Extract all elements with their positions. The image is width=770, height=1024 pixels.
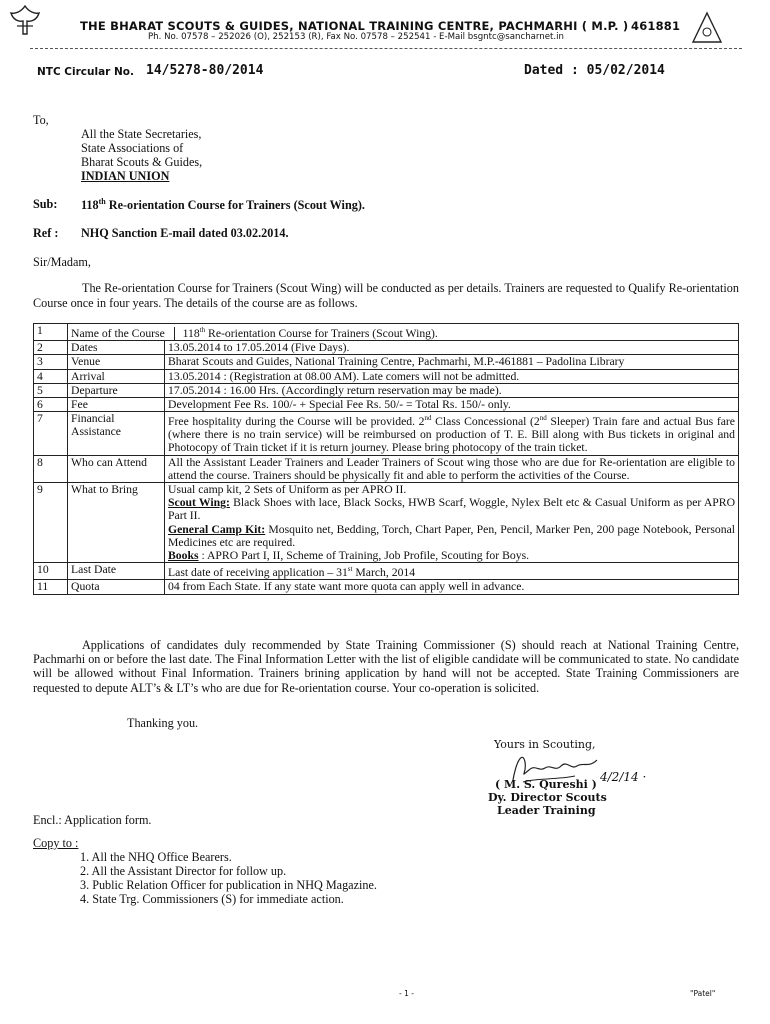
header-title: THE BHARAT SCOUTS & GUIDES, NATIONAL TRAINING CENTRE, PACHMARHI ( M.P. ) [80, 19, 629, 33]
header-pin: 461881 [631, 19, 681, 33]
bring-scout-wing: Scout Wing: Black Shoes with lace, Black Socks, HWB Scarf, Woggle, Nylex Belt etc & Casual Uniform as per APRO Part II. [168, 496, 736, 523]
reference-text: NHQ Sanction E-mail dated 03.02.2014. [81, 226, 289, 240]
signature-handwritten-date: 4/2/14 · [600, 770, 647, 784]
list-item: 2. All the Assistant Director for follow up. [80, 864, 287, 878]
table-row [34, 455, 739, 482]
row-field: Dates [68, 341, 165, 355]
table-row [34, 580, 739, 594]
row-number: 10 [34, 563, 68, 580]
row-field: Arrival [68, 369, 165, 383]
copy-to-list [80, 850, 377, 906]
table-row [34, 341, 739, 355]
table-row [34, 412, 739, 456]
list-item: 4. State Trg. Commissioners (S) for immediate action. [80, 892, 344, 906]
row-number: 8 [34, 455, 68, 482]
circular-date: Dated : 05/02/2014 [524, 63, 665, 78]
footer-tag: "Patel" [690, 989, 716, 998]
thanks: Thanking you. [127, 716, 199, 730]
row-value: Free hospitality during the Course will be provided. 2nd Class Concessional (2nd Sleeper) Train fare and actual Bus fare (where there is no train service) will be reimbursed on production of T. E. Bill along with Bus tickets in original and Photocopy of Train ticket if it is return journey. Please bring photocopy of the train ticket. [165, 412, 739, 456]
row-number: 1 [34, 324, 68, 341]
row-number: 11 [34, 580, 68, 594]
table-row [34, 563, 739, 580]
course-details-table [33, 323, 739, 595]
row-field: Departure [68, 383, 165, 397]
signature-yours: Yours in Scouting, [494, 738, 596, 751]
row-value: Development Fee Rs. 100/- + Special Fee Rs. 50/- = Total Rs. 150/- only. [165, 397, 739, 411]
address-line: All the State Secretaries, [81, 127, 202, 141]
reference-label: Ref : [33, 226, 59, 240]
row-field: Venue [68, 355, 165, 369]
row-field: Who can Attend [68, 455, 165, 482]
enclosure: Encl.: Application form. [33, 813, 152, 827]
row-field: What to Bring [68, 483, 165, 563]
table-row [34, 383, 739, 397]
bring-camp-kit: Usual camp kit, 2 Sets of Uniform as per APRO II. [168, 483, 407, 497]
table-row [34, 324, 739, 341]
salutation: Sir/Madam, [33, 255, 91, 269]
subject-label: Sub: [33, 197, 58, 211]
row-value: 17.05.2014 : 16.00 Hrs. (Accordingly return reservation may be made). [165, 383, 739, 397]
bring-general-camp-kit: General Camp Kit: Mosquito net, Bedding, Torch, Chart Paper, Pen, Pencil, Marker Pen, 200 page Notebook, Personal Medicines etc are required. [168, 522, 735, 549]
row-value: 04 from Each State. If any state want more quota can apply well in advance. [165, 580, 739, 594]
table-row [34, 355, 739, 369]
row-value: Last date of receiving application – 31st March, 2014 [165, 563, 739, 580]
list-item: 1. All the NHQ Office Bearers. [80, 850, 232, 864]
scouts-emblem-left [5, 4, 45, 38]
row-field: Last Date [68, 563, 165, 580]
signature-name: ( M. S. Qureshi ) [495, 778, 597, 791]
address-line: INDIAN UNION [81, 169, 170, 183]
circular-number: 14/5278-80/2014 [146, 63, 264, 78]
guides-emblem-right [690, 10, 724, 46]
row-value: 13.05.2014 : (Registration at 08.00 AM). Late comers will not be admitted. [165, 369, 739, 383]
row-number: 2 [34, 341, 68, 355]
address-to: To, [33, 113, 49, 127]
bring-books: Books : APRO Part I, II, Scheme of Training, Job Profile, Scouting for Boys. [168, 549, 530, 563]
row-field-and-value: Name of the Course 118th Re-orientation Course for Trainers (Scout Wing). [68, 324, 739, 341]
table-row [34, 483, 739, 563]
row-value: All the Assistant Leader Trainers and Leader Trainers of Scout wing those who are due for Re-orientation are eligible to attend the course. Trainers should be physically fit and able to perform the activities of the Course. [165, 455, 739, 482]
row-field: Fee [68, 397, 165, 411]
table-row [34, 397, 739, 411]
row-field: Quota [68, 580, 165, 594]
signature-designation: Dy. Director Scouts Leader Training [488, 791, 607, 817]
row-number: 7 [34, 412, 68, 456]
row-value: 13.05.2014 to 17.05.2014 (Five Days). [165, 341, 739, 355]
row-number: 4 [34, 369, 68, 383]
page-number: - 1 - [399, 989, 414, 998]
address-block [81, 127, 202, 183]
address-line: State Associations of [81, 141, 184, 155]
row-field: Financial Assistance [68, 412, 165, 456]
row-number: 6 [34, 397, 68, 411]
row-value: Bharat Scouts and Guides, National Training Centre, Pachmarhi, M.P.-461881 – Padolina Library [165, 355, 739, 369]
list-item: 3. Public Relation Officer for publication in NHQ Magazine. [80, 878, 377, 892]
closing-paragraph: Applications of candidates duly recommended by State Training Commissioner (S) should reach at National Training Centre, Pachmarhi on or before the last date. The Final Information Letter with the list of eligible candidate will be communicated to state. No candidate will be allowed without Final Information. Trainers brining application by hand will not be accepted. State Training Commissioners are requested to depute ALT’s & LT’s who are due for Re-orientation course. Your co-operation is solicited. [33, 638, 739, 695]
circular-label: NTC Circular No. [37, 66, 135, 78]
row-value [165, 483, 739, 563]
row-number: 3 [34, 355, 68, 369]
copy-to-label: Copy to : [33, 836, 79, 850]
subject-text: 118th Re-orientation Course for Trainers (Scout Wing). [81, 197, 365, 213]
header-divider [30, 48, 742, 49]
row-number: 5 [34, 383, 68, 397]
table-row [34, 369, 739, 383]
row-number: 9 [34, 483, 68, 563]
intro-paragraph: The Re-orientation Course for Trainers (Scout Wing) will be conducted as per details. Trainers are requested to Qualify Re-orientation Course once in four years. The details of the course are as follows. [33, 281, 739, 310]
address-line: Bharat Scouts & Guides, [81, 155, 203, 169]
header-contact: Ph. No. 07578 – 252026 (O), 252153 (R), Fax No. 07578 – 252541 - E-Mail bsgntc@sancharnet.in [148, 32, 564, 42]
